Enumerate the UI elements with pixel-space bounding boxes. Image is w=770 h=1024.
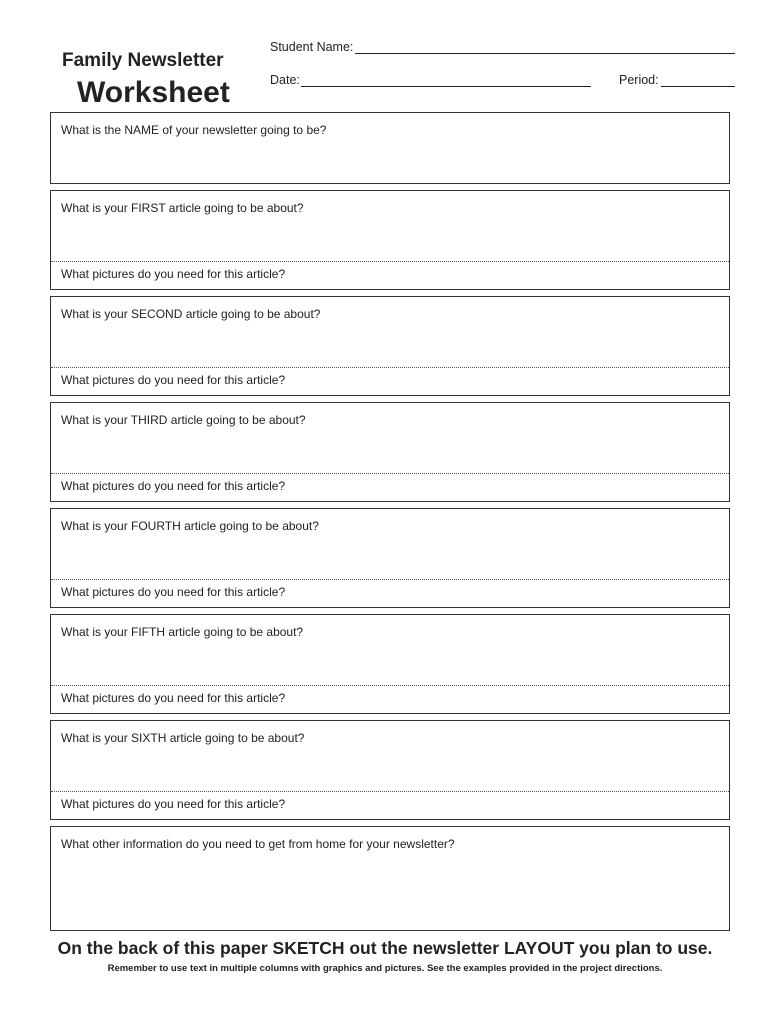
- article-box-5[interactable]: [50, 614, 730, 714]
- date-field[interactable]: [301, 86, 591, 87]
- article-divider: [51, 367, 729, 368]
- article-box-1[interactable]: [50, 190, 730, 290]
- period-label: Period:: [619, 73, 659, 87]
- pictures-prompt: What pictures do you need for this article?: [61, 267, 286, 281]
- article-divider: [51, 579, 729, 580]
- newsletter-name-prompt: What is the NAME of your newsletter going to be?: [61, 123, 327, 137]
- student-name-field[interactable]: [355, 53, 735, 54]
- footer-note: Remember to use text in multiple columns with graphics and pictures. See the examples provided in the project directions.: [107, 963, 663, 974]
- pictures-prompt: What pictures do you need for this article?: [61, 691, 286, 705]
- article-box-4[interactable]: [50, 508, 730, 608]
- article-divider: [51, 791, 729, 792]
- article-prompt: What is your FIRST article going to be about?: [61, 201, 304, 215]
- student-name-label: Student Name:: [270, 40, 354, 54]
- other-info-prompt: What other information do you need to get from home for your newsletter?: [61, 837, 455, 851]
- article-prompt: What is your SIXTH article going to be about?: [61, 731, 305, 745]
- date-label: Date:: [270, 73, 300, 87]
- article-box-2[interactable]: [50, 296, 730, 396]
- newsletter-name-box[interactable]: [50, 112, 730, 184]
- article-divider: [51, 473, 729, 474]
- article-prompt: What is your SECOND article going to be about?: [61, 307, 321, 321]
- page-title-line2: Worksheet: [77, 76, 230, 109]
- article-divider: [51, 261, 729, 262]
- pictures-prompt: What pictures do you need for this article?: [61, 797, 286, 811]
- footer-instruction: On the back of this paper SKETCH out the newsletter LAYOUT you plan to use.: [57, 938, 713, 958]
- article-divider: [51, 685, 729, 686]
- pictures-prompt: What pictures do you need for this article?: [61, 479, 286, 493]
- article-prompt: What is your THIRD article going to be about?: [61, 413, 306, 427]
- article-prompt: What is your FOURTH article going to be about?: [61, 519, 319, 533]
- pictures-prompt: What pictures do you need for this article?: [61, 373, 286, 387]
- pictures-prompt: What pictures do you need for this article?: [61, 585, 286, 599]
- article-box-6[interactable]: [50, 720, 730, 820]
- article-prompt: What is your FIFTH article going to be about?: [61, 625, 304, 639]
- page-title-line1: Family Newsletter: [62, 50, 224, 71]
- other-info-box[interactable]: [50, 826, 730, 931]
- article-box-3[interactable]: [50, 402, 730, 502]
- period-field[interactable]: [661, 86, 735, 87]
